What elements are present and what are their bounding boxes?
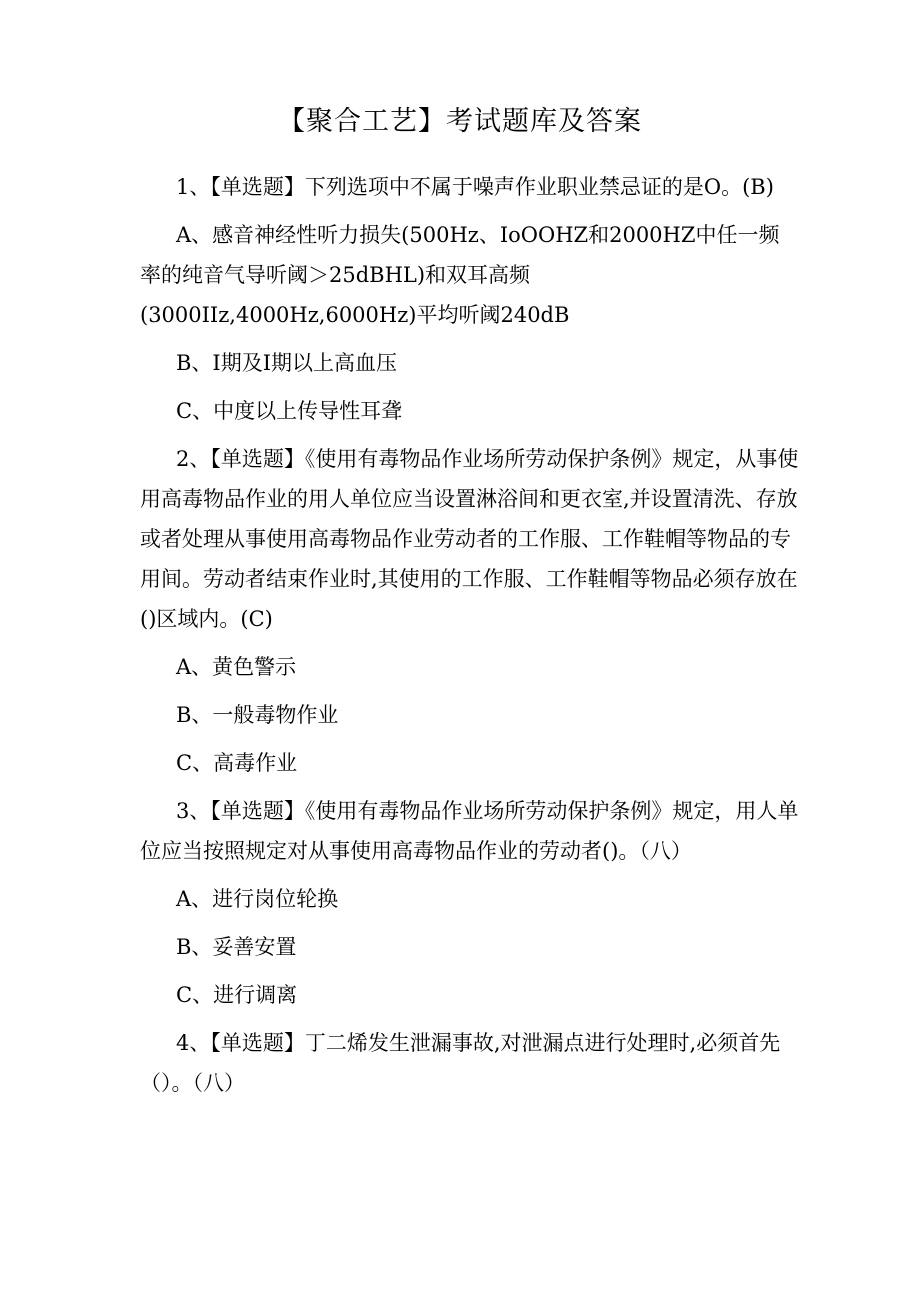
question-option: A、黄色警示 bbox=[176, 655, 297, 679]
question-4 bbox=[140, 1023, 800, 1103]
question-option: C、中度以上传导性耳聋 bbox=[176, 399, 403, 423]
question-stem: 2、【单选题】《使用有毒物品作业场所劳动保护条例》规定，从事使用高毒物品作业的用人单位应当设置淋浴间和更衣室,并设置清洗、存放或者处理从事使用高毒物品作业劳动者的工作服、工作鞋帽等物品的专用间。劳动者结束作业时,其使用的工作服、工作鞋帽等物品必须存放在()区域内。(C) bbox=[140, 447, 799, 631]
question-option: B、妥善安置 bbox=[176, 935, 297, 959]
question-3 bbox=[140, 791, 800, 1015]
document-title: 【聚合工艺】考试题库及答案 bbox=[278, 106, 642, 137]
question-list bbox=[140, 167, 800, 1111]
question-2 bbox=[140, 439, 800, 783]
question-stem: 4、【单选题】丁二烯发生泄漏事故,对泄漏点进行处理时,必须首先（）。（八） bbox=[140, 1031, 781, 1095]
question-option: B、I期及I期以上高血压 bbox=[176, 351, 398, 375]
question-option: B、一般毒物作业 bbox=[176, 703, 339, 727]
question-stem: 3、【单选题】《使用有毒物品作业场所劳动保护条例》规定，用人单位应当按照规定对从事使用高毒物品作业的劳动者()。（八） bbox=[140, 799, 799, 863]
question-option: A、感音神经性听力损失(500Hz、IoOOHZ和2000HZ中任一频率的纯音气导听阈＞25dBHL)和双耳高频(3000IIz,4000Hz,6000Hz)平均听阈240dB bbox=[140, 223, 780, 327]
question-1 bbox=[140, 167, 800, 431]
question-option: A、进行岗位轮换 bbox=[176, 887, 339, 911]
question-option: C、进行调离 bbox=[176, 983, 298, 1007]
question-option: C、高毒作业 bbox=[176, 751, 298, 775]
question-stem: 1、【单选题】下列选项中不属于噪声作业职业禁忌证的是O。(B) bbox=[176, 175, 774, 199]
